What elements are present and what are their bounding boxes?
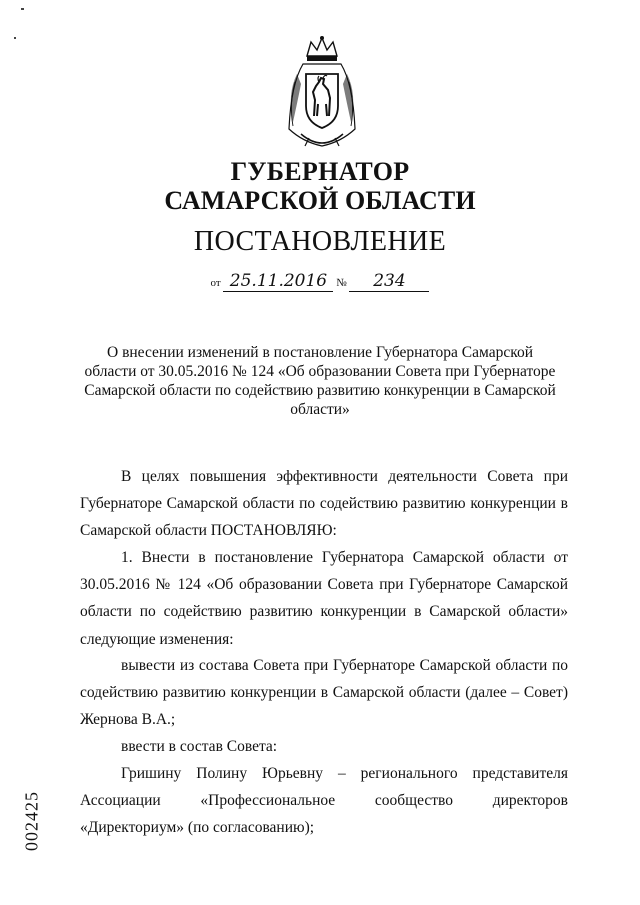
scan-mark xyxy=(21,8,24,10)
stamp-number-text: 002425 xyxy=(21,791,42,851)
document-date: 25.11.2016 xyxy=(223,271,333,292)
issuer-title-line1: ГУБЕРНАТОР xyxy=(230,157,410,186)
body-paragraph: Гришину Полину Юрьевну – регионального представителя Ассоциации «Профессиональное сообщество директоров «Директориум» (по согласованию); xyxy=(80,765,568,837)
body-paragraph: ввести в состав Совета: xyxy=(121,738,278,755)
registration-stamp-number xyxy=(12,775,52,867)
document-subject: О внесении изменений в постановление Губернатора Самарской области от 30.05.2016 № 124 «Об образовании Совета при Губернаторе Самарской области по содействию развитию конкуренции в Самарской области» xyxy=(84,344,556,418)
document-number: 234 xyxy=(349,271,429,292)
number-prefix: № xyxy=(336,277,347,289)
samara-coat-of-arms-icon xyxy=(283,34,361,152)
scan-mark xyxy=(14,37,16,39)
body-paragraph: вывести из состава Совета при Губернаторе Самарской области по содействию развитию конкуренции в Самарской области (далее – Совет) Жернова В.А.; xyxy=(80,657,568,729)
body-paragraph: 1. Внести в постановление Губернатора Самарской области от 30.05.2016 № 124 «Об образовании Совета при Губернаторе Самарской области по содействию развитию конкуренции в Самарской области» следующие изменения: xyxy=(80,549,568,648)
body-paragraph: В целях повышения эффективности деятельности Совета при Губернаторе Самарской области по содействию развитию конкуренции в Самарской области ПОСТАНОВЛЯЮ: xyxy=(80,468,568,540)
date-number-line xyxy=(0,271,640,292)
document-type: ПОСТАНОВЛЕНИЕ xyxy=(193,226,447,257)
issuer-title-line2: САМАРСКОЙ ОБЛАСТИ xyxy=(164,186,476,215)
date-prefix: от xyxy=(210,277,221,289)
